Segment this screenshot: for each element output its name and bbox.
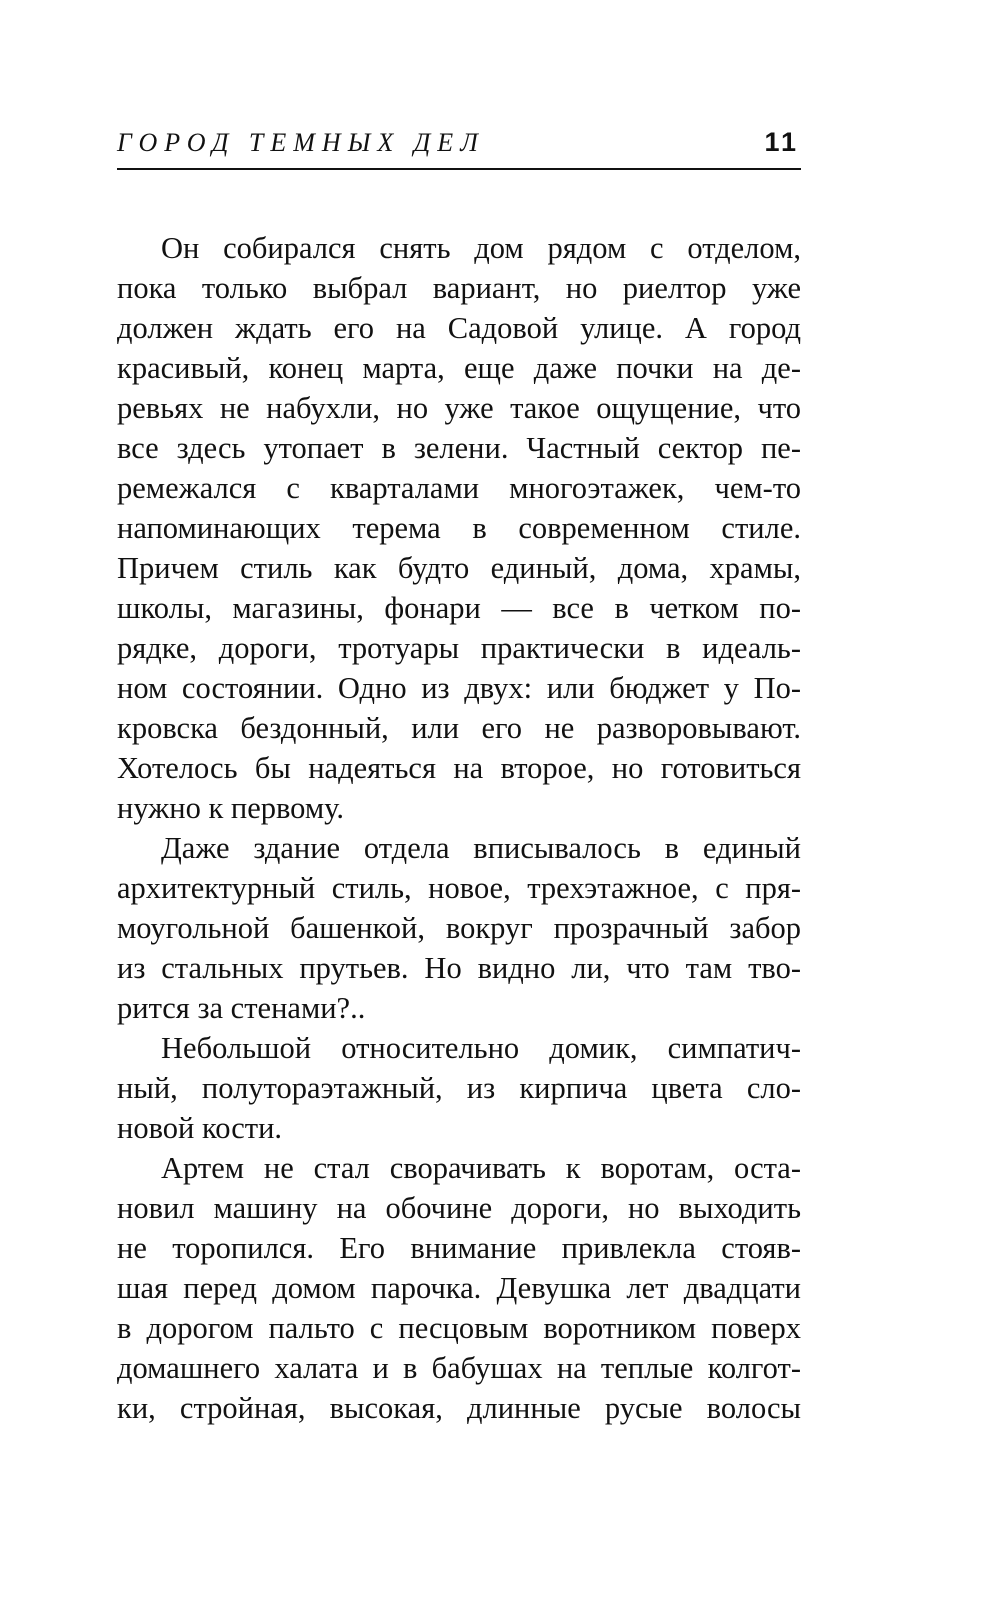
text-line: школы, магазины, фонари — все в четком по- (117, 591, 801, 625)
text-line: ный, полутораэтажный, из кирпича цвета сло- (117, 1071, 801, 1105)
text-line: кровска бездонный, или его не разворовывают. (117, 711, 801, 745)
running-header (117, 128, 801, 170)
text-line: Артем не стал сворачивать к воротам, оста- (161, 1151, 801, 1185)
text-line: все здесь утопает в зелени. Частный сектор пе- (117, 431, 801, 465)
text-line: новил машину на обочине дороги, но выходить (117, 1191, 801, 1225)
text-line: рится за стенами?.. (117, 991, 366, 1025)
paragraph-3 (117, 1028, 801, 1148)
text-line: новой кости. (117, 1111, 283, 1145)
book-title: ГОРОД ТЕМНЫХ ДЕЛ (117, 128, 485, 157)
text-line: ревьях не набухли, но уже такое ощущение, что (117, 391, 801, 425)
paragraph-1 (117, 228, 801, 828)
text-line: Небольшой относительно домик, симпатич- (161, 1031, 801, 1065)
paragraph-4 (117, 1148, 801, 1428)
text-line: шая перед домом парочка. Девушка лет двадцати (117, 1271, 801, 1305)
text-line: домашнего халата и в бабушах на теплые колгот- (117, 1351, 801, 1385)
text-line: в дорогом пальто с песцовым воротником поверх (117, 1311, 801, 1345)
text-line: нужно к первому. (117, 791, 344, 825)
page-body (117, 228, 801, 1428)
text-line: пока только выбрал вариант, но риелтор уже (117, 271, 801, 305)
text-line: рядке, дороги, тротуары практически в идеаль- (117, 631, 801, 665)
text-line: из стальных прутьев. Но видно ли, что там тво- (117, 951, 801, 985)
text-line: не торопился. Его внимание привлекла стояв- (117, 1231, 801, 1265)
text-line: напоминающих терема в современном стиле. (117, 511, 801, 545)
text-line: Даже здание отдела вписывалось в единый (161, 831, 801, 865)
text-line: моугольной башенкой, вокруг прозрачный забор (117, 911, 801, 945)
page-number: 11 (764, 127, 799, 157)
text-line: Он собирался снять дом рядом с отделом, (161, 231, 801, 265)
text-line: красивый, конец марта, еще даже почки на де- (117, 351, 801, 385)
text-line: должен ждать его на Садовой улице. А город (117, 311, 801, 345)
text-line: ки, стройная, высокая, длинные русые волосы (117, 1391, 801, 1425)
text-line: архитектурный стиль, новое, трехэтажное, с пря- (117, 871, 801, 905)
text-line: ном состоянии. Одно из двух: или бюджет у По- (117, 671, 801, 705)
paragraph-2 (117, 828, 801, 1028)
text-line: Причем стиль как будто единый, дома, храмы, (117, 551, 801, 585)
text-line: Хотелось бы надеяться на второе, но готовиться (117, 751, 801, 785)
text-line: ремежался с кварталами многоэтажек, чем-то (117, 471, 801, 505)
